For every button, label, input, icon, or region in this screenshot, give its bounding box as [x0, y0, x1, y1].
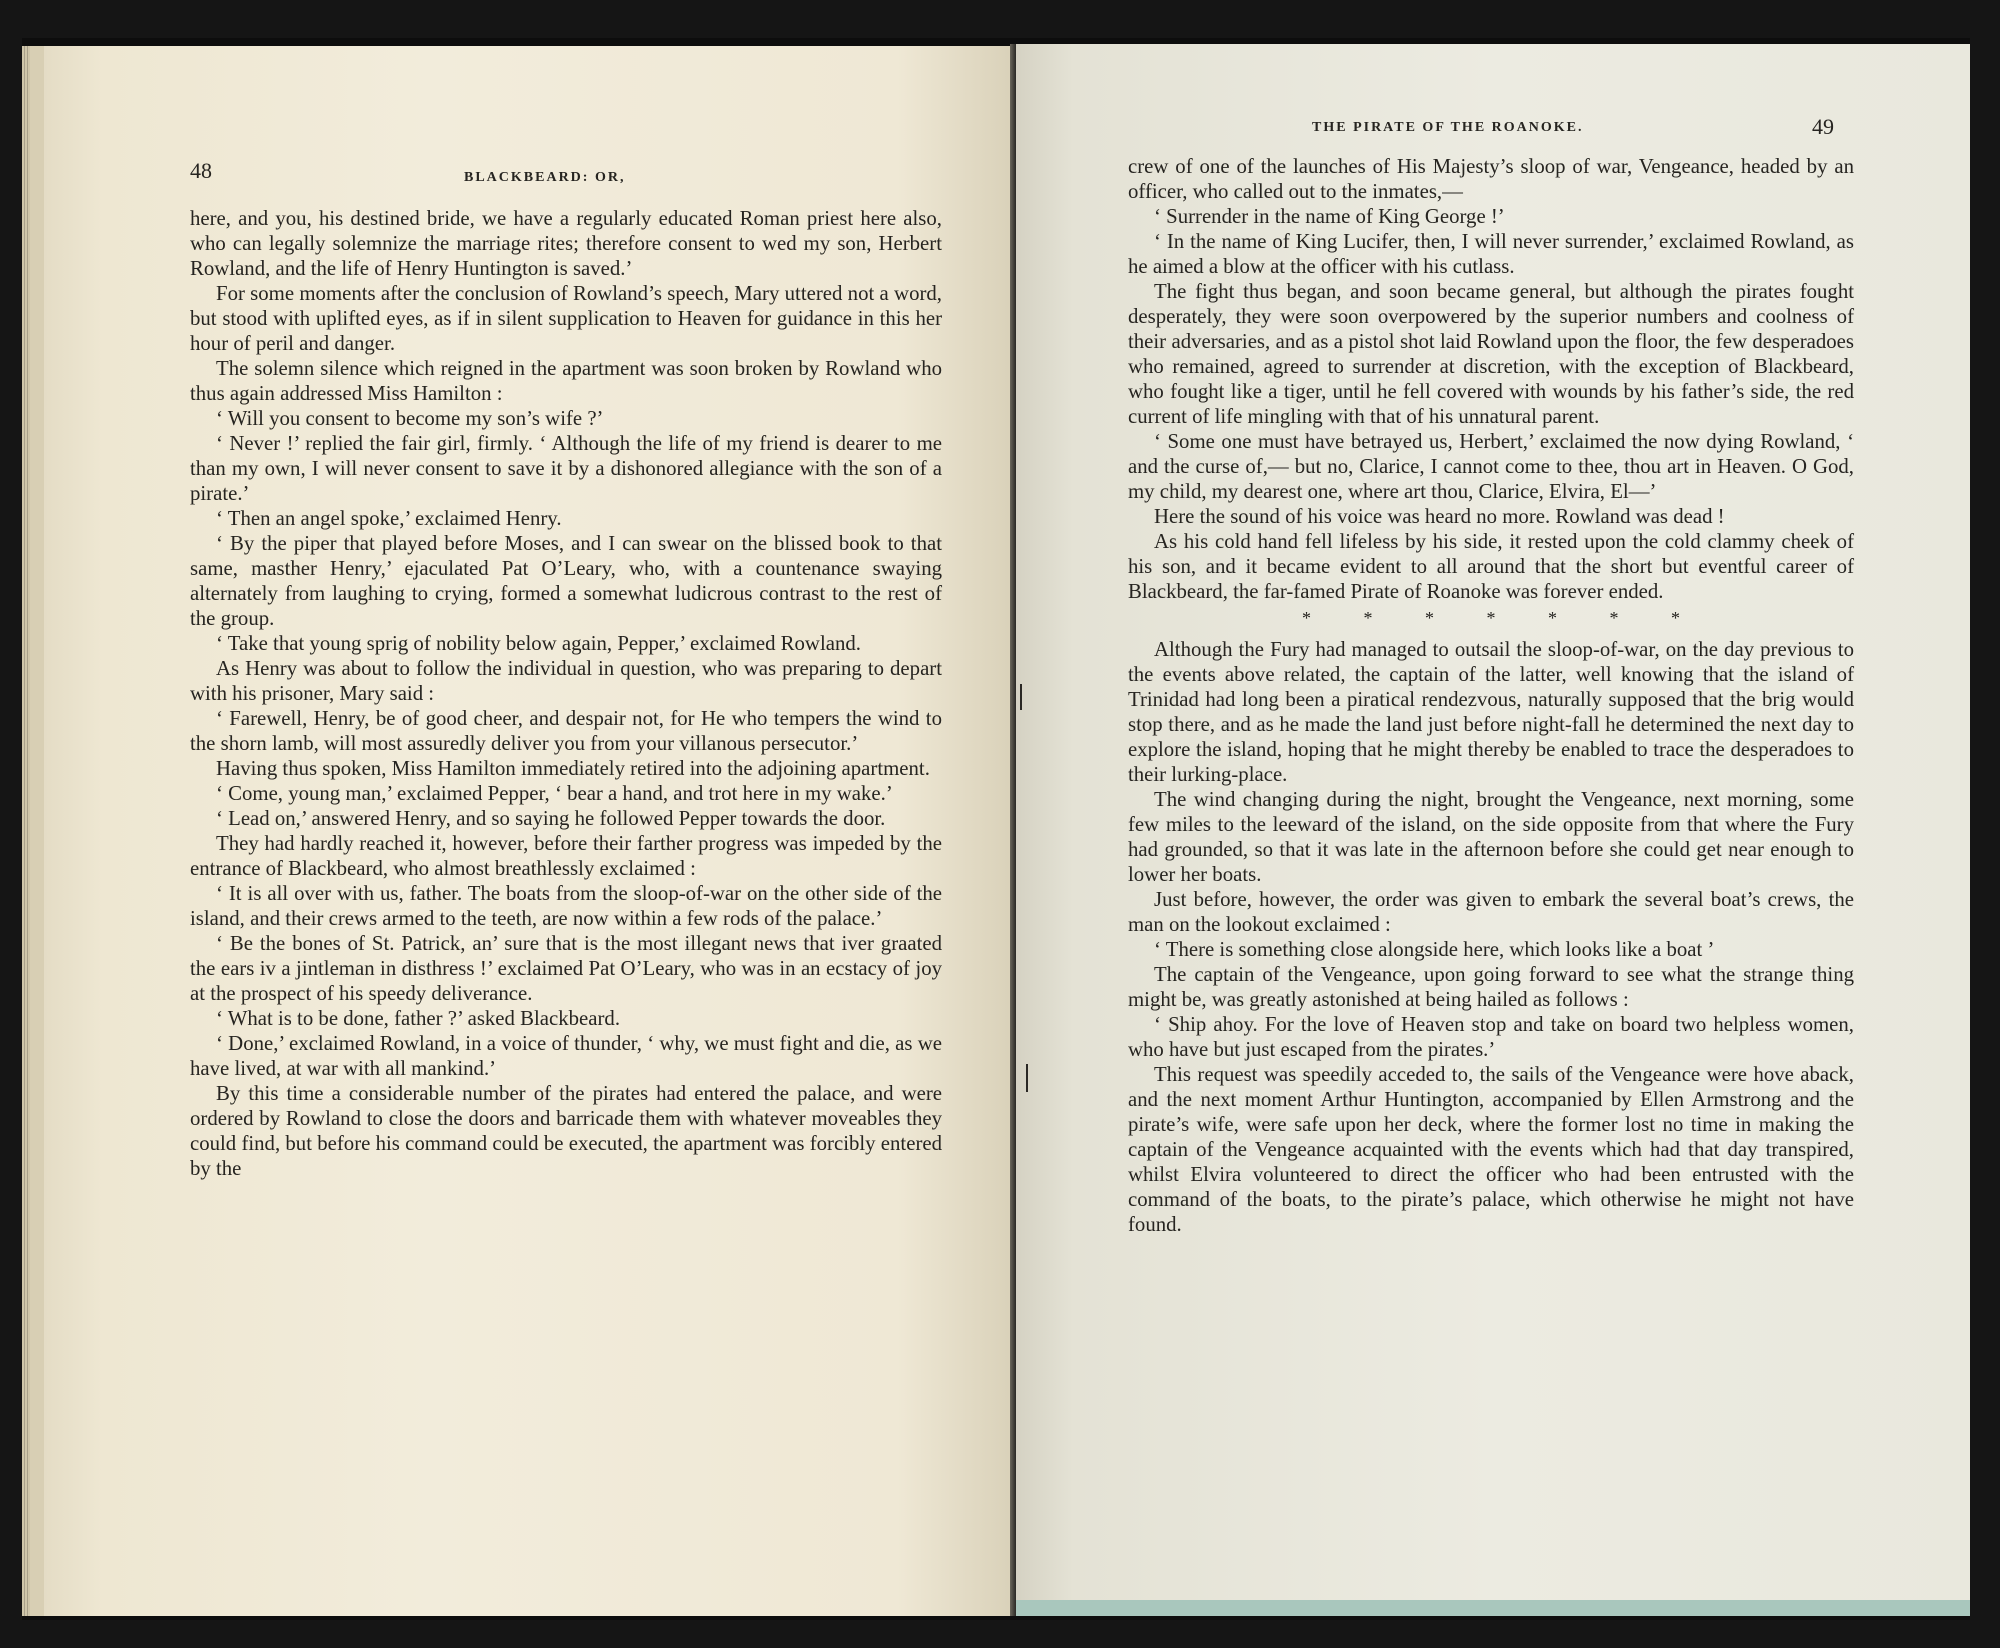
left-page-number: 48: [190, 158, 212, 183]
paragraph: By this time a considerable number of the pirates had entered the palace, and were ordered by Rowland to close the doors and barricade them with whatever moveables they could find, but before his command could be executed, the apartment was forcibly entered by the: [190, 1082, 942, 1180]
right-page-number: 49: [1812, 114, 1834, 139]
paragraph: Having thus spoken, Miss Hamilton immediately retired into the adjoining apartment.: [216, 757, 930, 780]
paragraph: ‘ There is something close alongside here, which looks like a boat ’: [1154, 938, 1715, 961]
paragraph: ‘ Will you consent to become my son’s wife ?’: [216, 407, 604, 430]
right-page-body: [1128, 154, 1854, 1237]
paragraph: here, and you, his destined bride, we have a regularly educated Roman priest here also, who can legally solemnize the marriage rites; therefore consent to wed my son, Herbert Rowland, and the life of Henry Huntington is saved.’: [190, 207, 942, 280]
left-page: [30, 46, 1014, 1616]
margin-mark: [1026, 1064, 1028, 1092]
margin-mark: [1020, 684, 1022, 710]
paragraph: The wind changing during the night, brought the Vengeance, next morning, some few miles to the leeward of the island, on the side opposite from that where the Fury had grounded, so that it was late in the afternoon before she could get near enough to lower her boats.: [1128, 788, 1854, 886]
right-running-head: THE PIRATE OF THE ROANOKE.: [1312, 120, 1584, 135]
page-bottom-edge: [1016, 1600, 1970, 1616]
section-break: * * * * * * *: [1302, 608, 1680, 628]
paragraph: ‘ Be the bones of St. Patrick, an’ sure that is the most illegant news that iver graated the ears iv a jintleman in disthress !’ exclaimed Pat O’Leary, who was in an ecstacy of joy at the prospect of his speedy deliverance.: [190, 932, 942, 1005]
right-page: [1016, 44, 1970, 1616]
paragraph: ‘ Ship ahoy. For the love of Heaven stop and take on board two helpless women, who have but just escaped from the pirates.’: [1128, 1013, 1854, 1061]
paragraph: ‘ Then an angel spoke,’ exclaimed Henry.: [216, 507, 562, 530]
paragraph: ‘ In the name of King Lucifer, then, I will never surrender,’ exclaimed Rowland, as he aimed a blow at the officer with his cutlass.: [1128, 230, 1854, 278]
paragraph: For some moments after the conclusion of Rowland’s speech, Mary uttered not a word, but stood with uplifted eyes, as if in silent supplication to Heaven for guidance in this her hour of peril and danger.: [190, 282, 942, 355]
paragraph: Although the Fury had managed to outsail the sloop-of-war, on the day previous to the events above related, the captain of the latter, well knowing that the island of Trinidad had long been a piratical rendezvous, naturally supposed that the brig would stop there, and as he made the land just before night-fall he determined the next day to explore the island, hoping that he might thereby be enabled to trace the desperadoes to their lurking-place.: [1128, 638, 1854, 786]
left-page-body: [190, 206, 942, 1181]
paragraph: The solemn silence which reigned in the apartment was soon broken by Rowland who thus again addressed Miss Hamilton :: [190, 357, 942, 405]
paragraph: ‘ Never !’ replied the fair girl, firmly. ‘ Although the life of my friend is dearer to me than my own, I will never consent to save it by a dishonored allegiance with the son of a pirate.’: [190, 432, 942, 505]
paragraph: The fight thus began, and soon became general, but although the pirates fought desperately, they were soon overpowered by the superior numbers and coolness of their adversaries, and as a pistol shot laid Rowland upon the floor, the few desperadoes who remained, agreed to surrender at discretion, with the exception of Blackbeard, who fought like a tiger, until he fell covered with wounds by his father’s side, the red current of life mingling with that of his unnatural parent.: [1128, 280, 1854, 428]
paragraph: ‘ Farewell, Henry, be of good cheer, and despair not, for He who tempers the wind to the shorn lamb, will most assuredly deliver you from your villanous persecutor.’: [190, 707, 942, 755]
paragraph: ‘ It is all over with us, father. The boats from the sloop-of-war on the other side of the island, and their crews armed to the teeth, are now within a few rods of the palace.’: [190, 882, 942, 930]
paragraph: ‘ Take that young sprig of nobility below again, Pepper,’ exclaimed Rowland.: [216, 632, 861, 655]
paragraph: crew of one of the launches of His Majesty’s sloop of war, Vengeance, headed by an officer, who called out to the inmates,—: [1128, 155, 1854, 203]
paragraph: ‘ Done,’ exclaimed Rowland, in a voice of thunder, ‘ why, we must fight and die, as we have lived, at war with all mankind.’: [190, 1032, 942, 1080]
paragraph: The captain of the Vengeance, upon going forward to see what the strange thing might be, was greatly astonished at being hailed as follows :: [1128, 963, 1854, 1011]
paragraph: As Henry was about to follow the individual in question, who was preparing to depart with his prisoner, Mary said :: [190, 657, 942, 705]
paragraph: ‘ Some one must have betrayed us, Herbert,’ exclaimed the now dying Rowland, ‘ and the curse of,— but no, Clarice, I cannot come to thee, thou art in Heaven. O God, my child, my dearest one, where art thou, Clarice, Elvira, El—’: [1128, 430, 1854, 503]
paragraph: ‘ Lead on,’ answered Henry, and so saying he followed Pepper towards the door.: [216, 807, 886, 830]
paragraph: ‘ By the piper that played before Moses, and I can swear on the blissed book to that same, masther Henry,’ ejaculated Pat O’Leary, who, with a countenance swaying alternately from laughing to crying, formed a somewhat ludicrous contrast to the rest of the group.: [190, 532, 942, 630]
paragraph: As his cold hand fell lifeless by his side, it rested upon the cold clammy cheek of his son, and it became evident to all around that the short but eventful career of Blackbeard, the far-famed Pirate of Roanoke was forever ended.: [1128, 530, 1854, 603]
paragraph: This request was speedily acceded to, the sails of the Vengeance were hove aback, and the next moment Arthur Huntington, accompanied by Ellen Armstrong and the pirate’s wife, were safe upon her deck, where the former lost no time in making the captain of the Vengeance acquainted with the events which had that day transpired, whilst Elvira volunteered to direct the officer who had been entrusted with the command of the boats, to the pirate’s palace, which otherwise he might not have found.: [1128, 1063, 1854, 1236]
paragraph: ‘ Surrender in the name of King George !’: [1154, 205, 1505, 228]
paragraph: They had hardly reached it, however, before their farther progress was impeded by the entrance of Blackbeard, who almost breathlessly exclaimed :: [190, 832, 942, 880]
paragraph: Here the sound of his voice was heard no more. Rowland was dead !: [1154, 505, 1725, 528]
left-running-head: BLACKBEARD: OR,: [464, 170, 626, 185]
paragraph: ‘ What is to be done, father ?’ asked Blackbeard.: [216, 1007, 621, 1030]
paragraph: Just before, however, the order was given to embark the several boat’s crews, the man on the lookout exclaimed :: [1128, 888, 1854, 936]
paragraph: ‘ Come, young man,’ exclaimed Pepper, ‘ bear a hand, and trot here in my wake.’: [216, 782, 893, 805]
